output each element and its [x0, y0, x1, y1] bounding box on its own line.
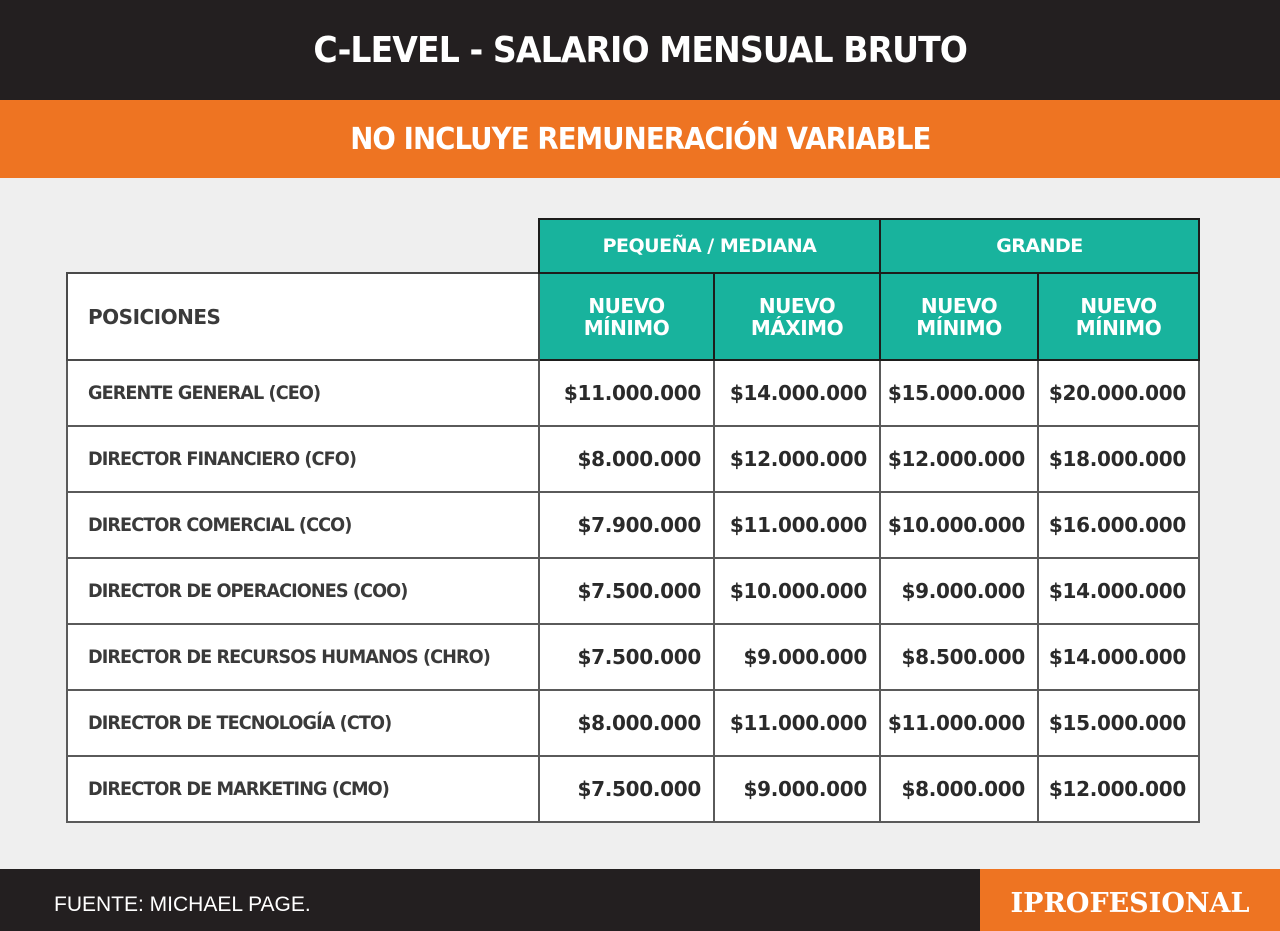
table-row	[67, 690, 1199, 756]
value-cell: $15.000.000	[1038, 690, 1199, 756]
table-corner	[67, 219, 539, 273]
column-header-row	[67, 273, 1199, 360]
position-cell	[67, 360, 539, 426]
subtitle-bar	[0, 100, 1280, 178]
value-cell: $18.000.000	[1038, 426, 1199, 492]
value-cell: $9.000.000	[714, 756, 880, 822]
page-title: C-LEVEL - SALARIO MENSUAL BRUTO	[313, 29, 967, 71]
value-cell: $7.500.000	[539, 756, 714, 822]
position-label: DIRECTOR COMERCIAL (CCO)	[88, 514, 352, 536]
value-cell: $7.500.000	[539, 558, 714, 624]
value-cell: $8.000.000	[539, 690, 714, 756]
value-cell: $14.000.000	[1038, 558, 1199, 624]
value-cell: $8.000.000	[539, 426, 714, 492]
position-cell	[67, 690, 539, 756]
positions-column-header: POSICIONES	[67, 273, 539, 360]
table-row	[67, 558, 1199, 624]
source-text: FUENTE: MICHAEL PAGE.	[54, 893, 311, 916]
value-cell: $14.000.000	[1038, 624, 1199, 690]
value-cell: $9.000.000	[714, 624, 880, 690]
title-bar	[0, 0, 1280, 100]
value-cell: $11.000.000	[714, 690, 880, 756]
value-cell: $16.000.000	[1038, 492, 1199, 558]
position-label: DIRECTOR DE OPERACIONES (COO)	[88, 580, 408, 602]
value-cell: $10.000.000	[880, 492, 1038, 558]
value-cell: $12.000.000	[714, 426, 880, 492]
position-cell	[67, 492, 539, 558]
column-header-line: MÍNIMO	[583, 315, 670, 340]
value-cell: $15.000.000	[880, 360, 1038, 426]
column-header-pm-max	[714, 273, 880, 360]
table-row	[67, 624, 1199, 690]
salary-table	[66, 218, 1200, 823]
column-header-line: MÍNIMO	[916, 315, 1002, 340]
value-cell: $8.500.000	[880, 624, 1038, 690]
column-header-line: MÍNIMO	[1075, 315, 1162, 340]
column-header-line: NUEVO	[920, 293, 998, 318]
value-cell: $11.000.000	[714, 492, 880, 558]
column-header-line: MÁXIMO	[750, 315, 844, 340]
value-cell: $9.000.000	[880, 558, 1038, 624]
column-header-pm-min	[539, 273, 714, 360]
table-row	[67, 426, 1199, 492]
position-label: DIRECTOR DE MARKETING (CMO)	[88, 778, 389, 800]
position-label: DIRECTOR DE TECNOLOGÍA (CTO)	[88, 712, 392, 734]
table-row	[67, 360, 1199, 426]
footer-brand-bar	[980, 869, 1280, 931]
position-label: GERENTE GENERAL (CEO)	[88, 382, 321, 404]
brand-logo: IPROFESIONAL	[1010, 887, 1250, 919]
table-row	[67, 756, 1199, 822]
value-cell: $20.000.000	[1038, 360, 1199, 426]
table-row	[67, 492, 1199, 558]
position-cell	[67, 756, 539, 822]
position-cell	[67, 624, 539, 690]
value-cell: $12.000.000	[1038, 756, 1199, 822]
page-subtitle: NO INCLUYE REMUNERACIÓN VARIABLE	[349, 121, 931, 157]
footer-source-bar	[0, 869, 980, 931]
value-cell: $8.000.000	[880, 756, 1038, 822]
value-cell: $14.000.000	[714, 360, 880, 426]
position-label: DIRECTOR DE RECURSOS HUMANOS (CHRO)	[88, 646, 490, 668]
position-cell	[67, 558, 539, 624]
column-header-line: NUEVO	[588, 293, 665, 318]
group-header-row	[67, 219, 1199, 273]
group-header-grande: GRANDE	[880, 219, 1199, 273]
position-cell	[67, 426, 539, 492]
value-cell: $7.900.000	[539, 492, 714, 558]
group-header-pequena-mediana: PEQUEÑA / MEDIANA	[539, 219, 880, 273]
column-header-g-min-2	[1038, 273, 1199, 360]
value-cell: $12.000.000	[880, 426, 1038, 492]
column-header-line: NUEVO	[758, 293, 836, 318]
column-header-line: NUEVO	[1080, 293, 1157, 318]
column-header-g-min	[880, 273, 1038, 360]
value-cell: $11.000.000	[880, 690, 1038, 756]
position-label: DIRECTOR FINANCIERO (CFO)	[88, 448, 356, 470]
value-cell: $10.000.000	[714, 558, 880, 624]
value-cell: $11.000.000	[539, 360, 714, 426]
value-cell: $7.500.000	[539, 624, 714, 690]
